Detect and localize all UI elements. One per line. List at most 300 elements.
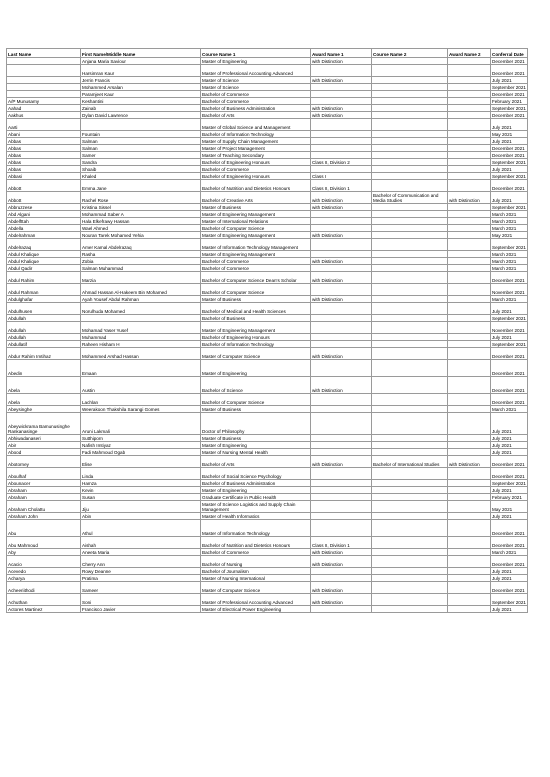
last-name-cell: Abdulhusen (7, 303, 81, 315)
course-name-1-cell: Bachelor of Computer Science (201, 225, 311, 232)
conferral-date-cell: December 2021 (491, 348, 528, 360)
last-name-cell: Abdul Khalique (7, 251, 81, 258)
course-name-2-cell (372, 303, 448, 315)
award-name-2-cell (448, 501, 491, 513)
course-name-2-cell (372, 119, 448, 131)
award-name-1-cell (311, 145, 372, 152)
first-name-cell: Rasha (81, 251, 201, 258)
table-row (7, 204, 528, 211)
award-name-2-cell (448, 442, 491, 449)
last-name-cell: Aarti (7, 119, 81, 131)
first-name-cell: Sameer (81, 582, 201, 594)
first-name-cell: Khaled (81, 173, 201, 180)
award-name-1-cell: with Distinction (311, 258, 372, 265)
award-name-1-cell (311, 520, 372, 537)
award-name-1-cell (311, 152, 372, 159)
course-name-2-cell (372, 334, 448, 341)
course-name-1-cell: Bachelor of Commerce (201, 166, 311, 173)
last-name-cell: Acheeriithodi (7, 582, 81, 594)
award-name-2-cell (448, 265, 491, 272)
last-name-cell: Abeysinghe (7, 406, 81, 413)
award-name-2-cell (448, 520, 491, 537)
conferral-date-cell: December 2021 (491, 468, 528, 480)
first-name-cell: Shoaib (81, 166, 201, 173)
last-name-cell: Abbott (7, 192, 81, 204)
course-name-1-cell: Bachelor of Nutrition and Dietetics Honours (201, 537, 311, 549)
first-name-cell (81, 119, 201, 131)
first-name-cell: Pratima (81, 575, 201, 582)
table-row (7, 211, 528, 218)
award-name-2-cell (448, 406, 491, 413)
award-name-2-cell (448, 251, 491, 258)
last-name-cell: Abdullatif (7, 341, 81, 348)
course-name-1-cell: Master of Electrical Power Engineering (201, 606, 311, 613)
first-name-cell: Mohammad Saber A (81, 211, 201, 218)
award-name-2-cell (448, 272, 491, 284)
conferral-date-cell: December 2021 (491, 537, 528, 549)
award-name-2-cell (448, 594, 491, 606)
award-name-1-cell: with Distinction (311, 105, 372, 112)
course-name-1-cell: Master of Professional Accounting Advanced (201, 65, 311, 77)
conferral-date-cell: September 2021 (492, 159, 526, 165)
award-name-1-cell: with Distinction (311, 296, 372, 303)
course-name-2-cell (372, 284, 448, 296)
conferral-date-cell: July 2021 (491, 435, 528, 442)
last-name-cell: Aahad (7, 105, 81, 112)
award-name-2-cell (448, 537, 491, 549)
award-name-1-cell: Class I (311, 173, 372, 180)
conferral-date-cell: July 2021 (491, 413, 528, 435)
award-name-2-cell (448, 494, 491, 501)
first-name-cell: Salman Muhammad (81, 265, 201, 272)
course-name-2-cell (372, 322, 448, 334)
last-name-cell: Abu (7, 520, 81, 537)
table-row (7, 594, 528, 606)
award-name-1-cell: with Distinction (311, 377, 372, 394)
course-name-1-cell: Master of Health Informatics (201, 513, 311, 520)
award-name-1-cell (311, 251, 372, 258)
award-name-2-cell (448, 413, 491, 435)
table-row (7, 322, 528, 334)
award-name-2-cell (448, 568, 491, 575)
first-name-cell: Raheen Hisham H (81, 341, 201, 348)
table-row (7, 406, 528, 413)
last-name-cell: Abdullah (7, 322, 81, 334)
last-name-cell: Abd Algani (7, 211, 81, 218)
first-name-cell: Dylan David Lawrence (81, 112, 201, 119)
course-name-2-cell: Bachelor of Communication and Media Studies (372, 192, 448, 204)
award-name-2-cell (448, 480, 491, 487)
award-name-2-cell (448, 166, 491, 173)
conferral-date-cell: July 2021 (491, 487, 528, 494)
conferral-date-cell: July 2021 (491, 334, 528, 341)
award-name-2-cell (448, 145, 491, 152)
course-name-1-cell: Master of Information Technology Management (201, 239, 311, 251)
first-name-cell: Ayah Yousef Abdul Rahman (81, 296, 201, 303)
award-name-1-cell (311, 138, 372, 145)
award-name-1-cell: with Distinction (311, 556, 372, 568)
table-row (7, 145, 528, 152)
first-name-cell: Keshantini (81, 98, 201, 105)
course-name-1-cell: Bachelor of Commerce (201, 265, 311, 272)
course-name-2-cell (372, 239, 448, 251)
table-row (7, 413, 528, 435)
last-name-cell: Abbas (7, 166, 81, 173)
course-name-1-cell: Bachelor of Creative Arts (201, 192, 311, 204)
last-name-cell (7, 77, 81, 84)
award-name-2-cell (448, 204, 491, 211)
course-name-2-cell (372, 513, 448, 520)
award-name-2-cell (448, 232, 491, 239)
course-name-1-cell: Bachelor of Engineering Honours (201, 173, 311, 180)
table-row (7, 341, 528, 348)
conferral-date-cell: December 2021 (491, 272, 528, 284)
col-header-course-name-2: Course Name 2 (372, 49, 448, 58)
table-row (7, 315, 528, 322)
table-row (7, 537, 528, 549)
conferral-date-cell: September 2021 (491, 239, 528, 251)
first-name-cell: Francisco Javier (81, 606, 201, 613)
award-name-1-cell (311, 480, 372, 487)
conferral-date-cell: September 2021 (491, 594, 528, 606)
conferral-date-cell: March 2021 (491, 296, 528, 303)
conferral-date-cell: July 2021 (491, 166, 528, 173)
last-name-cell (7, 91, 81, 98)
course-name-2-cell (372, 594, 448, 606)
conferral-date-cell: July 2021 (491, 442, 528, 449)
table-row (7, 159, 528, 166)
course-name-1-cell: Bachelor of Engineering Honours (201, 159, 311, 166)
last-name-cell: Abdullah (7, 334, 81, 341)
course-name-2-cell (372, 442, 448, 449)
course-name-1-cell: Master of Project Management (201, 145, 311, 152)
course-name-1-cell: Master of Teaching Secondary (201, 152, 311, 159)
first-name-cell: Nafish Imtiyaz (81, 442, 201, 449)
first-name-cell: Weerakoon Thakshila Sarangi Gomes (81, 406, 201, 413)
first-name-cell: Athul (81, 520, 201, 537)
course-name-1-cell: Bachelor of Commerce (201, 549, 311, 556)
first-name-cell: Lachlan (81, 394, 201, 406)
course-name-2-cell (372, 159, 448, 166)
award-name-1-cell (311, 65, 372, 77)
first-name-cell: Kevin (81, 487, 201, 494)
award-name-2-cell (448, 582, 491, 594)
last-name-cell: Abbas (7, 159, 81, 166)
first-name-cell: Marzia (81, 272, 201, 284)
conferral-date-cell: March 2021 (491, 218, 528, 225)
last-name-cell: Abdul Khalique (7, 258, 81, 265)
table-row (7, 556, 528, 568)
table-row (7, 91, 528, 98)
award-name-2-cell (448, 575, 491, 582)
award-name-2-cell (448, 119, 491, 131)
last-name-cell: Acacio (7, 556, 81, 568)
table-row (7, 480, 528, 487)
first-name-cell: Emma Jane (81, 180, 201, 192)
last-name-cell: Abbas (7, 145, 81, 152)
table-row (7, 575, 528, 582)
conferral-date-cell: December 2021 (491, 556, 528, 568)
course-name-2-cell (372, 556, 448, 568)
first-name-cell: Hala Elkefrawy Hassan (81, 218, 201, 225)
last-name-cell: A/P Munusamy (7, 98, 81, 105)
conferral-date-cell: July 2021 (491, 119, 528, 131)
award-name-1-cell (311, 265, 372, 272)
award-name-2-cell (448, 315, 491, 322)
first-name-cell: Aruni Lakmali (81, 413, 201, 435)
course-name-1-cell: Bachelor of Commerce (201, 91, 311, 98)
award-name-1-cell (311, 322, 372, 334)
table-row (7, 394, 528, 406)
conferral-date-cell: November 2021 (491, 284, 528, 296)
course-name-1-cell: Bachelor of Commerce (201, 258, 311, 265)
table-row (7, 131, 528, 138)
col-header-last-name: Last Name (7, 49, 81, 58)
first-name-cell: Norulhuda Mohamed (81, 303, 201, 315)
table-row (7, 582, 528, 594)
course-name-2-cell (372, 549, 448, 556)
conferral-date-cell: September 2021 (492, 315, 526, 321)
col-header-award-name-2: Award Name 2 (448, 49, 491, 58)
last-name-cell: Abdullah (7, 315, 81, 322)
course-name-1-cell: Master of Supply Chain Management (201, 138, 311, 145)
award-name-2-cell (448, 180, 491, 192)
award-name-1-cell (311, 239, 372, 251)
course-name-2-cell (372, 98, 448, 105)
conferral-date-cell: September 2021 (492, 173, 526, 179)
course-name-2-cell (372, 58, 448, 65)
table-row (7, 218, 528, 225)
last-name-cell: Abraham John (7, 513, 81, 520)
table-row (7, 84, 528, 91)
table-row (7, 348, 528, 360)
course-name-1-cell: Bachelor of Science (201, 377, 311, 394)
table-row (7, 360, 528, 377)
conferral-date-cell: July 2021 (491, 77, 528, 84)
last-name-cell (7, 84, 81, 91)
conferral-date-cell: December 2021 (491, 520, 528, 537)
last-name-cell: Abeywickrama Bamunusinghe Rankanasinge (7, 413, 81, 435)
course-name-2-cell (372, 152, 448, 159)
award-name-2-cell (448, 341, 491, 348)
first-name-cell: Mohammed Arshad Hassan (81, 348, 201, 360)
course-name-2-cell (372, 258, 448, 265)
last-name-cell: Abdul Qadir (7, 265, 81, 272)
award-name-1-cell (311, 84, 372, 91)
award-name-1-cell: with Distinction (311, 594, 372, 606)
award-name-1-cell (311, 225, 372, 232)
award-name-2-cell (448, 435, 491, 442)
award-name-1-cell (311, 315, 372, 322)
award-name-2-cell (448, 303, 491, 315)
course-name-1-cell: Bachelor of Computer Science Dean's Scholar (201, 272, 311, 284)
last-name-cell: Abbas (7, 138, 81, 145)
course-name-1-cell: Master of Business (201, 435, 311, 442)
first-name-cell: Susan (81, 494, 201, 501)
last-name-cell: Abani (7, 131, 81, 138)
course-name-1-cell: Bachelor of Computer Science (201, 394, 311, 406)
course-name-1-cell: Master of Science (201, 77, 311, 84)
course-name-1-cell: Doctor of Philosophy (201, 413, 311, 435)
award-name-2-cell (448, 77, 491, 84)
award-name-1-cell (311, 501, 372, 513)
course-name-1-cell: Master of Engineering (201, 442, 311, 449)
award-name-2-cell (448, 159, 491, 166)
award-name-1-cell: with Distinction (311, 204, 372, 211)
conferral-date-cell: July 2021 (491, 192, 528, 204)
course-name-2-cell (372, 180, 448, 192)
conferral-date-cell: March 2021 (491, 225, 528, 232)
course-name-1-cell: Graduate Certificate in Public Health (201, 494, 311, 501)
award-name-2-cell (448, 322, 491, 334)
course-name-1-cell: Master of Global Science and Management (201, 119, 311, 131)
course-name-2-cell (372, 413, 448, 435)
first-name-cell: Aneeta Maria (81, 549, 201, 556)
conferral-date-cell: September 2021 (492, 341, 526, 347)
course-name-2-cell (372, 84, 448, 91)
last-name-cell: Abdul Rahman (7, 284, 81, 296)
first-name-cell: Fadi Mahmoud Ogab (81, 449, 201, 456)
course-name-2-cell (372, 251, 448, 258)
last-name-cell: Abood (7, 449, 81, 456)
course-name-1-cell: Master of Business (201, 204, 311, 211)
last-name-cell: Abounacer (7, 480, 81, 487)
course-name-1-cell: Master of Science (201, 84, 311, 91)
course-name-2-cell (372, 112, 448, 119)
table-row (7, 138, 528, 145)
first-name-cell: Hamza (81, 480, 201, 487)
course-name-2-cell (372, 145, 448, 152)
course-name-2-cell (372, 348, 448, 360)
award-name-1-cell: Class II, Division 1 (311, 180, 372, 192)
award-name-1-cell: with Distinction (311, 232, 372, 239)
first-name-cell: Linda (81, 468, 201, 480)
conferral-date-cell: March 2021 (491, 406, 528, 413)
first-name-cell: Salman (81, 145, 201, 152)
award-name-2-cell (448, 449, 491, 456)
course-name-2-cell (372, 520, 448, 537)
award-name-2-cell (448, 84, 491, 91)
last-name-cell: Abdulghafar (7, 296, 81, 303)
course-name-2-cell (372, 225, 448, 232)
first-name-cell: Emaan (81, 360, 201, 377)
conferral-date-cell: December 2021 (491, 377, 528, 394)
table-row (7, 549, 528, 556)
award-name-2-cell (448, 131, 491, 138)
award-name-1-cell (311, 166, 372, 173)
table-row (7, 192, 528, 204)
course-name-2-cell (372, 568, 448, 575)
award-name-1-cell: with Distinction (311, 582, 372, 594)
table-row (7, 265, 528, 272)
course-name-1-cell: Bachelor of Nutrition and Dietetics Honours (201, 180, 311, 192)
course-name-2-cell (372, 480, 448, 487)
course-name-1-cell: Master of Nursing International (201, 575, 311, 582)
award-name-2-cell (448, 239, 491, 251)
header-row (7, 49, 528, 58)
award-name-2-cell (448, 549, 491, 556)
award-name-2-cell (448, 258, 491, 265)
course-name-2-cell (372, 360, 448, 377)
award-name-1-cell (311, 406, 372, 413)
table-row (7, 284, 528, 296)
col-header-conferral-date: Conferral Date (491, 49, 528, 58)
course-name-2-cell (372, 315, 448, 322)
award-name-2-cell (448, 606, 491, 613)
table-row (7, 487, 528, 494)
award-name-1-cell: Class II, Division 1 (311, 537, 372, 549)
award-name-1-cell: with Distinction (311, 192, 372, 204)
table-row (7, 494, 528, 501)
first-name-cell: Anjana Maria Saviour (81, 58, 201, 65)
first-name-cell: Wael Ahmed (81, 225, 201, 232)
course-name-2-cell (372, 211, 448, 218)
award-name-1-cell (311, 394, 372, 406)
table-row (7, 449, 528, 456)
last-name-cell: Acevedo (7, 568, 81, 575)
conferral-date-cell: March 2021 (491, 258, 528, 265)
last-name-cell: Abela (7, 377, 81, 394)
first-name-cell: Jiju (81, 501, 201, 513)
course-name-2-cell (372, 265, 448, 272)
course-name-1-cell: Master of Engineering (201, 58, 311, 65)
conferral-date-cell: December 2021 (491, 360, 528, 377)
award-name-1-cell (311, 494, 372, 501)
course-name-2-cell: Bachelor of International Studies (372, 456, 448, 468)
award-name-1-cell (311, 468, 372, 480)
table-row (7, 105, 528, 112)
table-row (7, 456, 528, 468)
course-name-1-cell: Bachelor of Arts (201, 456, 311, 468)
last-name-cell (7, 65, 81, 77)
course-name-2-cell (372, 406, 448, 413)
course-name-1-cell: Master of Business (201, 296, 311, 303)
award-name-2-cell (448, 225, 491, 232)
table-row (7, 272, 528, 284)
conferral-date-cell: December 2021 (491, 145, 528, 152)
last-name-cell: Abdelrahman (7, 232, 81, 239)
course-name-2-cell (372, 166, 448, 173)
course-name-1-cell: Master of Engineering (201, 360, 311, 377)
course-name-1-cell: Bachelor of Engineering Honours (201, 334, 311, 341)
conferral-date-cell: July 2021 (491, 568, 528, 575)
first-name-cell: Mohammed Arsalan (81, 84, 201, 91)
last-name-cell (7, 58, 81, 65)
conferral-date-cell: July 2021 (491, 138, 528, 145)
last-name-cell: Achuthan (7, 594, 81, 606)
last-name-cell: Abir (7, 442, 81, 449)
course-name-1-cell: Bachelor of Commerce (201, 98, 311, 105)
last-name-cell: Abu Mahmoud (7, 537, 81, 549)
award-name-2-cell (448, 360, 491, 377)
course-name-1-cell: Bachelor of Social Science Psychology (201, 468, 311, 480)
award-name-1-cell (311, 413, 372, 435)
last-name-cell: Abhiwadanaseri (7, 435, 81, 442)
last-name-cell: Abbas (7, 152, 81, 159)
award-name-1-cell: with Distinction (311, 112, 372, 119)
award-name-2-cell (448, 394, 491, 406)
award-name-1-cell (311, 568, 372, 575)
first-name-cell: Rowy Deanne (81, 568, 201, 575)
course-name-1-cell: Master of Science Logistics and Supply Chain Management (201, 501, 311, 513)
conferral-date-cell: December 2021 (491, 582, 528, 594)
last-name-cell: Aboulhaf (7, 468, 81, 480)
table-row (7, 468, 528, 480)
conferral-date-cell: July 2021 (491, 449, 528, 456)
award-name-1-cell (311, 131, 372, 138)
course-name-1-cell: Bachelor of Journalism (201, 568, 311, 575)
award-name-2-cell (448, 513, 491, 520)
